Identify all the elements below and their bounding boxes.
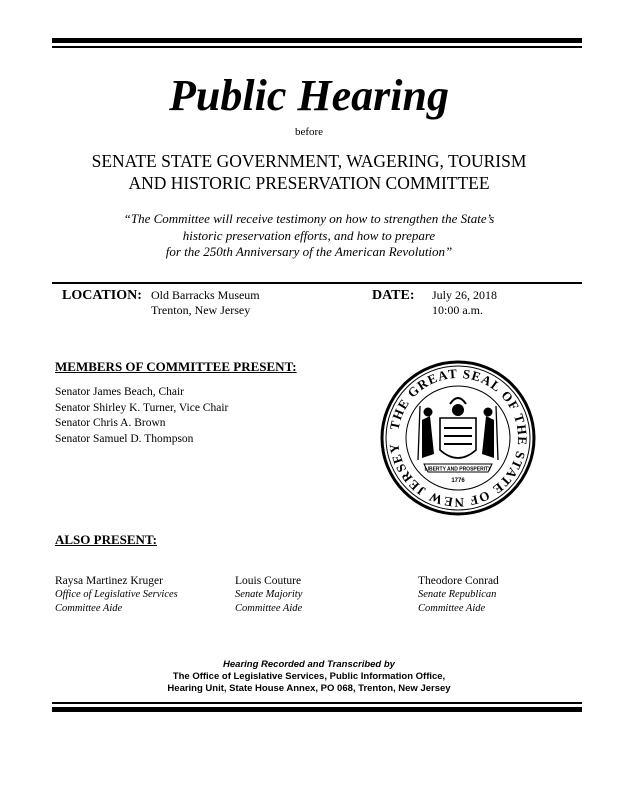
committee-name: [0, 150, 618, 194]
aide-1: [55, 574, 178, 616]
before-text: before: [294, 126, 324, 138]
aide-name: Raysa Martinez Kruger: [55, 575, 163, 587]
aide-name: Theodore Conrad: [418, 575, 499, 587]
list-item: Senator James Beach, Chair: [55, 386, 185, 398]
transcription-credit: [0, 659, 618, 695]
committee-line-1: SENATE STATE GOVERNMENT, WAGERING, TOURISM: [91, 151, 527, 171]
aide-org: Senate Republican: [418, 589, 497, 600]
seal-banner-text: LIBERTY AND PROSPERITY: [424, 466, 492, 473]
location-line-2: Trenton, New Jersey: [151, 303, 251, 317]
members-heading: MEMBERS OF COMMITTEE PRESENT:: [55, 359, 297, 374]
committee-line-2: AND HISTORIC PRESERVATION COMMITTEE: [128, 173, 490, 193]
location-line-1: Old Barracks Museum: [151, 288, 260, 302]
top-rule-thick: [52, 38, 582, 43]
list-item: Senator Chris A. Brown: [55, 417, 166, 429]
seal-ring-text: THE GREAT SEAL OF THE STATE OF NEW JERSEY: [386, 365, 531, 511]
seal-icon: [378, 358, 538, 518]
aide-org: Senate Majority: [235, 589, 303, 600]
topic-line-1: “The Committee will receive testimony on how to strengthen the State’s: [123, 211, 495, 226]
date-value: [432, 288, 497, 318]
date-label: DATE:: [372, 288, 415, 303]
top-rule-thin: [52, 46, 582, 48]
topic-line-2: historic preservation efforts, and how to prepare: [182, 227, 436, 243]
page-title: Public Hearing: [169, 71, 449, 120]
footer-line-2: The Office of Legislative Services, Public Information Office,: [172, 671, 446, 682]
date-line-2: 10:00 a.m.: [432, 303, 483, 317]
location-label: LOCATION:: [62, 288, 142, 303]
seal-year-text: 1776: [451, 478, 465, 484]
topic-line-3: for the 250th Anniversary of the American Revolution”: [165, 244, 453, 259]
list-item: Senator Shirley K. Turner, Vice Chair: [55, 401, 229, 414]
aide-org: Office of Legislative Services: [55, 589, 178, 600]
aide-role: Committee Aide: [418, 603, 486, 614]
date-line-1: July 26, 2018: [432, 288, 498, 302]
bottom-rule-thick: [52, 707, 582, 712]
footer-line-3: Hearing Unit, State House Annex, PO 068, Trenton, New Jersey: [167, 683, 451, 694]
details-rule: [52, 282, 582, 284]
location-value: [151, 288, 260, 318]
members-list: [55, 385, 228, 447]
aide-role: Committee Aide: [55, 603, 123, 614]
footer-line-1: Hearing Recorded and Transcribed by: [223, 659, 395, 670]
aide-3: [418, 574, 499, 616]
aide-name: Louis Couture: [235, 575, 302, 587]
hearing-topic: [0, 211, 618, 261]
state-seal: [378, 358, 538, 518]
list-item: Senator Samuel D. Thompson: [55, 432, 194, 445]
aide-role: Committee Aide: [235, 603, 303, 614]
bottom-rule-thin: [52, 702, 582, 704]
also-present-heading: ALSO PRESENT:: [55, 532, 157, 547]
aide-2: [235, 574, 302, 616]
